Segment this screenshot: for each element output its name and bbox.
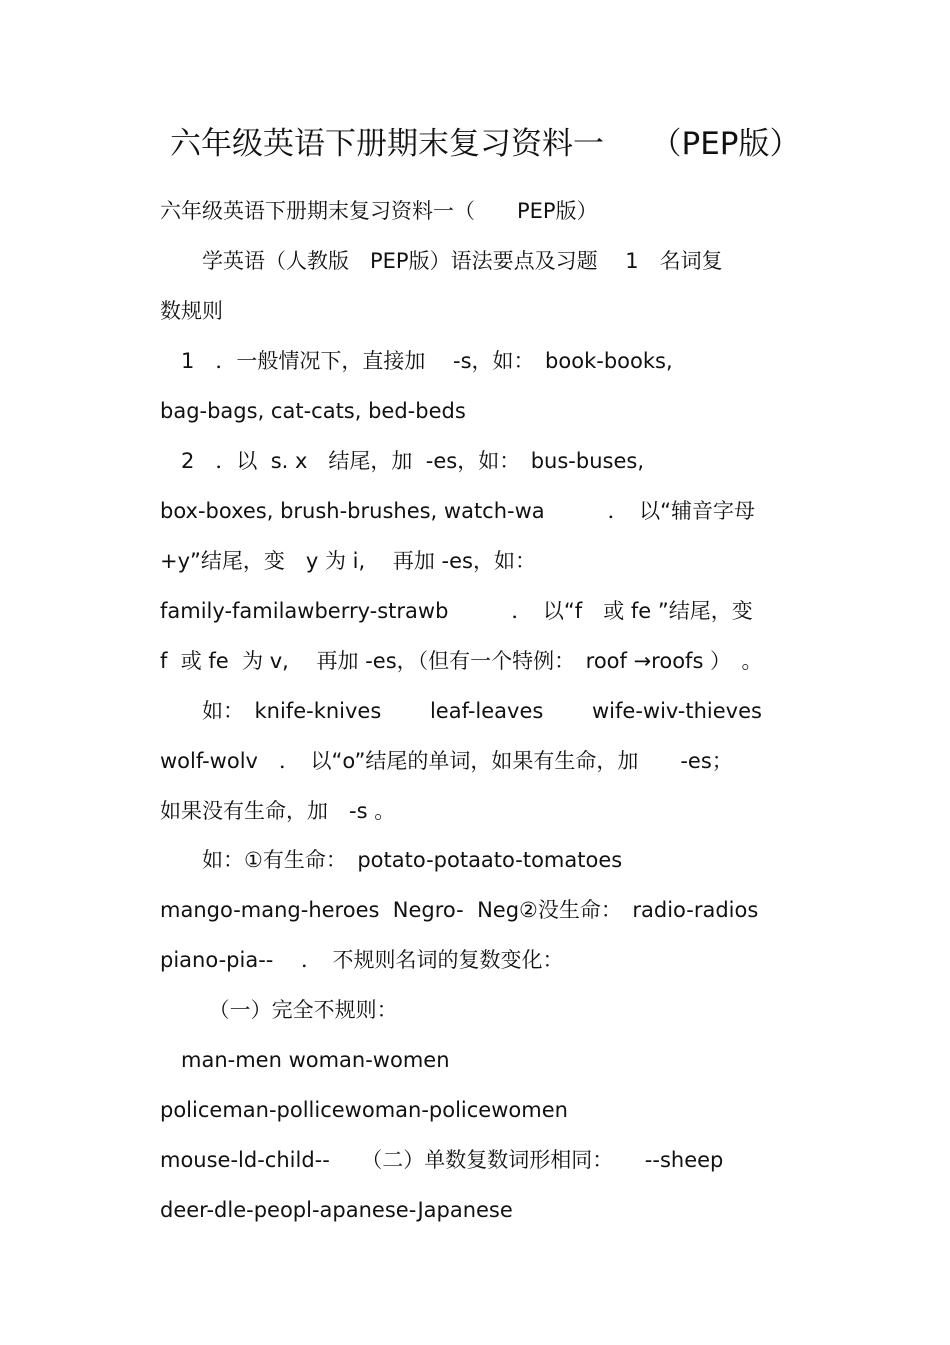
text-line: 如：①有生命： potato-potaato-tomatoes <box>160 848 623 872</box>
text-line: f 或 fe 为 v, 再加 -es，（但有一个特例： roof →roofs ） 。 <box>160 649 763 673</box>
text-line: policeman-pollicewoman-policewomen <box>160 1098 568 1122</box>
text-line: piano-pia-- ． 不规则名词的复数变化： <box>160 948 564 972</box>
text-line: 学英语（人教版 PEP版）语法要点及习题 1 名词复 <box>160 249 723 273</box>
text-line: wolf-wolv ． 以“o”结尾的单词，如果有生命，加 -es； <box>160 749 733 773</box>
text-line: man-men woman-women <box>160 1048 450 1072</box>
text-line: +y”结尾，变 y 为 i, 再加 -es，如： <box>160 549 536 573</box>
document-title: 六年级英语下册期末复习资料一 （PEP版） <box>170 126 801 162</box>
text-line: 2 ．以 s. x 结尾，加 -es，如： bus-buses, <box>160 449 644 473</box>
text-line: 如果没有生命，加 -s 。 <box>160 799 396 823</box>
text-line: 1 ．一般情况下，直接加 -s，如： book-books, <box>160 349 673 373</box>
text-line: family-familawberry-strawb ． 以“f 或 fe ”结尾，变 <box>160 599 753 623</box>
text-line: deer-dle-peopl-apanese-Japanese <box>160 1198 513 1222</box>
text-line: bag-bags, cat-cats, bed-beds <box>160 399 466 423</box>
text-line: 六年级英语下册期末复习资料一（ PEP版） <box>160 199 598 223</box>
text-line: box-boxes, brush-brushes, watch-wa ． 以“辅音字母 <box>160 499 756 523</box>
text-line: 如： knife-knives leaf-leaves wife-wiv-thieves <box>160 699 762 723</box>
text-line: 数规则 <box>160 299 223 323</box>
text-line: mango-mang-heroes Negro- Neg②没生命： radio-radios <box>160 898 759 922</box>
text-line: mouse-ld-child-- （二）单数复数词形相同： --sheep <box>160 1148 724 1172</box>
text-line: （一）完全不规则： <box>160 998 398 1022</box>
